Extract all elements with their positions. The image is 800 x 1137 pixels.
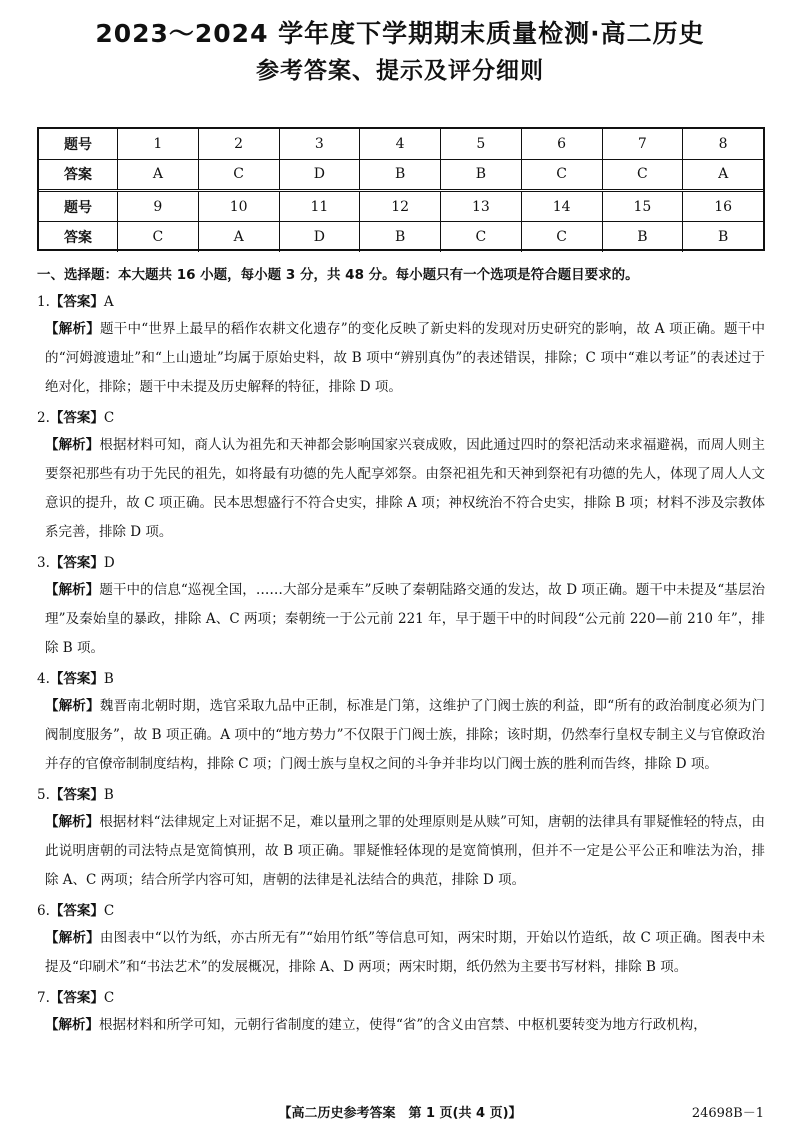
table-cell: A — [682, 159, 763, 189]
table-cell: 5 — [440, 129, 521, 159]
footer-code: 24698B－1 — [691, 1106, 764, 1121]
table-cell: C — [198, 159, 279, 189]
table-cell: 13 — [440, 192, 521, 222]
table-cell: D — [279, 222, 360, 252]
question-block-7 — [37, 986, 765, 1040]
table-cell: C — [521, 159, 602, 189]
table-row-answers-2 — [39, 221, 763, 252]
question-answer-line: 5.【答案】B — [37, 787, 114, 803]
table-row-answers-1 — [39, 159, 763, 189]
footer-page-info: 【高二历史参考答案 第 1 页(共 4 页)】 — [278, 1106, 522, 1121]
table-cell: B — [682, 222, 763, 252]
question-block-3 — [37, 551, 765, 663]
question-explanation: 【解析】根据材料和所学可知，元朝行省制度的建立，使得“省”的含义由宫禁、中枢机要转变为地方行政机构， — [45, 1017, 707, 1033]
table-cell: D — [279, 159, 360, 189]
table-cell: 15 — [602, 192, 683, 222]
table-header-number: 题号 — [64, 137, 92, 153]
page-subtitle: 参考答案、提示及评分细则 — [256, 58, 544, 84]
table-row-numbers-1 — [39, 129, 763, 160]
table-cell: 16 — [682, 192, 763, 222]
table-row-numbers-2 — [39, 189, 763, 222]
table-cell: B — [602, 222, 683, 252]
question-explanation: 【解析】魏晋南北朝时期，选官采取九品中正制，标准是门第，这维护了门阀士族的利益，即“所有的政治制度必须为门阀制度服务”，故 B 项正确。A 项中的“地方势力”不仅限于门阀士族，排除；该时期，仍然奉行皇权专制主义与官僚政治并存的官僚帝制制度结构，排除 C 项；门阀士族与皇权之间的斗争并非均以门阀士族的胜利而告终，排除 D 项。 — [45, 698, 765, 772]
question-explanation: 【解析】根据材料“法律规定上对证据不足，难以量刑之罪的处理原则是从赎”可知，唐朝的法律具有罪疑惟轻的特点，由此说明唐朝的司法特点是宽简慎刑，故 B 项正确。罪疑惟轻体现的是宽简慎刑，但并不一定是公平公正和唯法为治，排除 A、C 两项；结合所学内容可知，唐朝的法律是礼法结合的典范，排除 D 项。 — [45, 814, 766, 888]
table-cell: 1 — [117, 129, 198, 159]
table-cell: 2 — [198, 129, 279, 159]
question-block-6 — [37, 899, 765, 982]
question-answer-line: 7.【答案】C — [37, 990, 115, 1006]
table-cell: 11 — [279, 192, 360, 222]
question-explanation: 【解析】题干中“世界上最早的稻作农耕文化遗存”的变化反映了新史料的发现对历史研究的影响，故 A 项正确。题干中的“河姆渡遗址”和“上山遗址”均属于原始史料，故 B 项中“辨别真伪”的表述错误，排除；C 项中“难以考证”的表述过于绝对化，排除；题干中未提及历史解释的特征，排除 D 项。 — [45, 321, 766, 395]
table-cell: 7 — [602, 129, 683, 159]
page-title: 2023～2024 学年度下学期期末质量检测·高二历史 — [95, 19, 705, 48]
table-cell: B — [359, 159, 440, 189]
question-answer-line: 1.【答案】A — [37, 294, 114, 310]
question-block-2 — [37, 406, 765, 547]
table-header-answer: 答案 — [64, 230, 92, 246]
table-header-answer: 答案 — [64, 167, 92, 183]
answer-table — [37, 127, 765, 251]
question-answer-line: 4.【答案】B — [37, 671, 114, 687]
table-cell: 3 — [279, 129, 360, 159]
question-answer-line: 2.【答案】C — [37, 410, 115, 426]
section-heading: 一、选择题：本大题共 16 小题，每小题 3 分，共 48 分。每小题只有一个选项是符合题目要求的。 — [37, 267, 639, 283]
question-block-1 — [37, 290, 765, 402]
question-answer-line: 3.【答案】D — [37, 555, 115, 571]
table-cell: A — [117, 159, 198, 189]
answer-explanations — [37, 264, 765, 1040]
page-footer — [0, 1102, 800, 1124]
table-cell: C — [602, 159, 683, 189]
question-explanation: 【解析】由图表中“以竹为纸，亦古所无有”“始用竹纸”等信息可知，两宋时期，开始以竹造纸，故 C 项正确。图表中未提及“印刷术”和“书法艺术”的发展概况，排除 A、D 两项；两宋时期，纸仍然为主要书写材料，排除 B 项。 — [45, 930, 765, 975]
table-cell: 6 — [521, 129, 602, 159]
table-header-number: 题号 — [64, 200, 92, 216]
table-cell: 8 — [682, 129, 763, 159]
table-cell: 12 — [359, 192, 440, 222]
question-explanation: 【解析】根据材料可知，商人认为祖先和天神都会影响国家兴衰成败，因此通过四时的祭祀活动来求福避祸，而周人则主要祭祀那些有功于先民的祖先，如将最有功德的先人配享郊祭。由祭祀祖先和天神到祭祀有功德的先人，体现了周人人文意识的提升，故 C 项正确。民本思想盛行不符合史实，排除 A 项；神权统治不符合史实，排除 B 项；材料不涉及宗教体系完善，排除 D 项。 — [45, 437, 766, 540]
table-cell: A — [198, 222, 279, 252]
question-explanation: 【解析】题干中的信息“巡视全国，……大部分是乘车”反映了秦朝陆路交通的发达，故 D 项正确。题干中未提及“基层治理”及秦始皇的暴政，排除 A、C 两项；秦朝统一于公元前 221 年，早于题干中的时间段“公元前 220—前 210 年”，排除 B 项。 — [45, 582, 765, 656]
table-cell: 10 — [198, 192, 279, 222]
table-cell: C — [521, 222, 602, 252]
table-cell: B — [359, 222, 440, 252]
table-cell: C — [117, 222, 198, 252]
table-cell: 9 — [117, 192, 198, 222]
table-cell: 14 — [521, 192, 602, 222]
table-cell: B — [440, 159, 521, 189]
question-block-5 — [37, 783, 765, 895]
question-answer-line: 6.【答案】C — [37, 903, 115, 919]
table-cell: C — [440, 222, 521, 252]
question-block-4 — [37, 667, 765, 779]
table-cell: 4 — [359, 129, 440, 159]
